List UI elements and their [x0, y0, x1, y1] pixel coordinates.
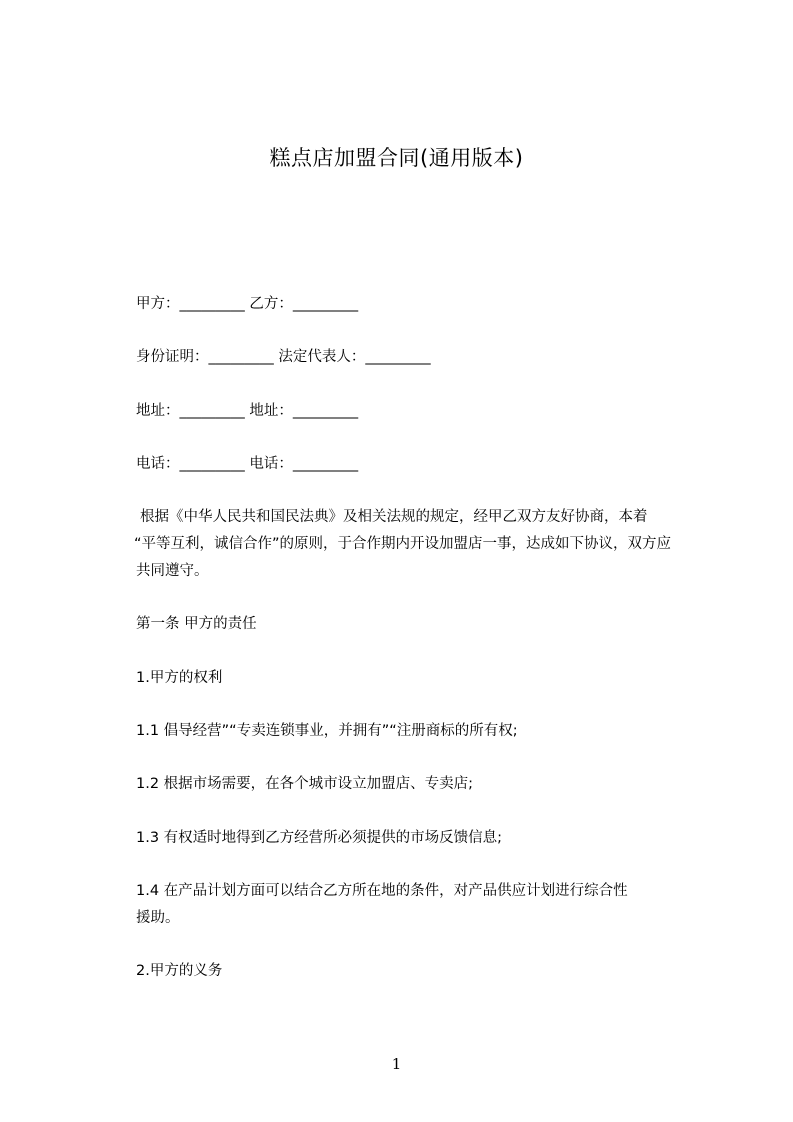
clause-1-4-line-1: 1.4 在产品计划方面可以结合乙方所在地的条件，对产品供应计划进行综合性: [136, 883, 628, 899]
clause-1-2: 1.2 根据市场需要，在各个城市设立加盟店、专卖店;: [136, 776, 474, 792]
clause-1-1: 1.1 倡导经营”“专卖连锁事业，并拥有”“注册商标的所有权;: [136, 723, 518, 739]
clause-1-4-line-2: 援助。: [136, 910, 180, 926]
party-line-address: 地址：_________ 地址：_________: [136, 403, 359, 419]
party-line-phone: 电话：_________ 电话：_________: [136, 456, 359, 472]
preamble-line-2: “平等互利，诚信合作”的原则，于合作期内开设加盟店一事，达成如下协议，双方应: [134, 536, 672, 552]
preamble-line-1: 根据《中华人民共和国民法典》及相关法规的规定，经甲乙双方友好协商，本着: [140, 509, 648, 525]
party-line-id: 身份证明：_________ 法定代表人：_________: [136, 349, 431, 365]
preamble-line-3: 共同遵守。: [136, 563, 209, 579]
clause-1-3: 1.3 有权适时地得到乙方经营所必须提供的市场反馈信息;: [136, 830, 503, 846]
section-1-heading: 1.甲方的权利: [136, 670, 223, 686]
party-line-names: 甲方：_________ 乙方：_________: [136, 296, 359, 312]
page-number: 1: [391, 1055, 402, 1073]
article-1-heading: 第一条 甲方的责任: [136, 616, 257, 632]
document-title: 糕点店加盟合同(通用版本): [269, 146, 524, 170]
section-2-heading: 2.甲方的义务: [136, 963, 223, 979]
